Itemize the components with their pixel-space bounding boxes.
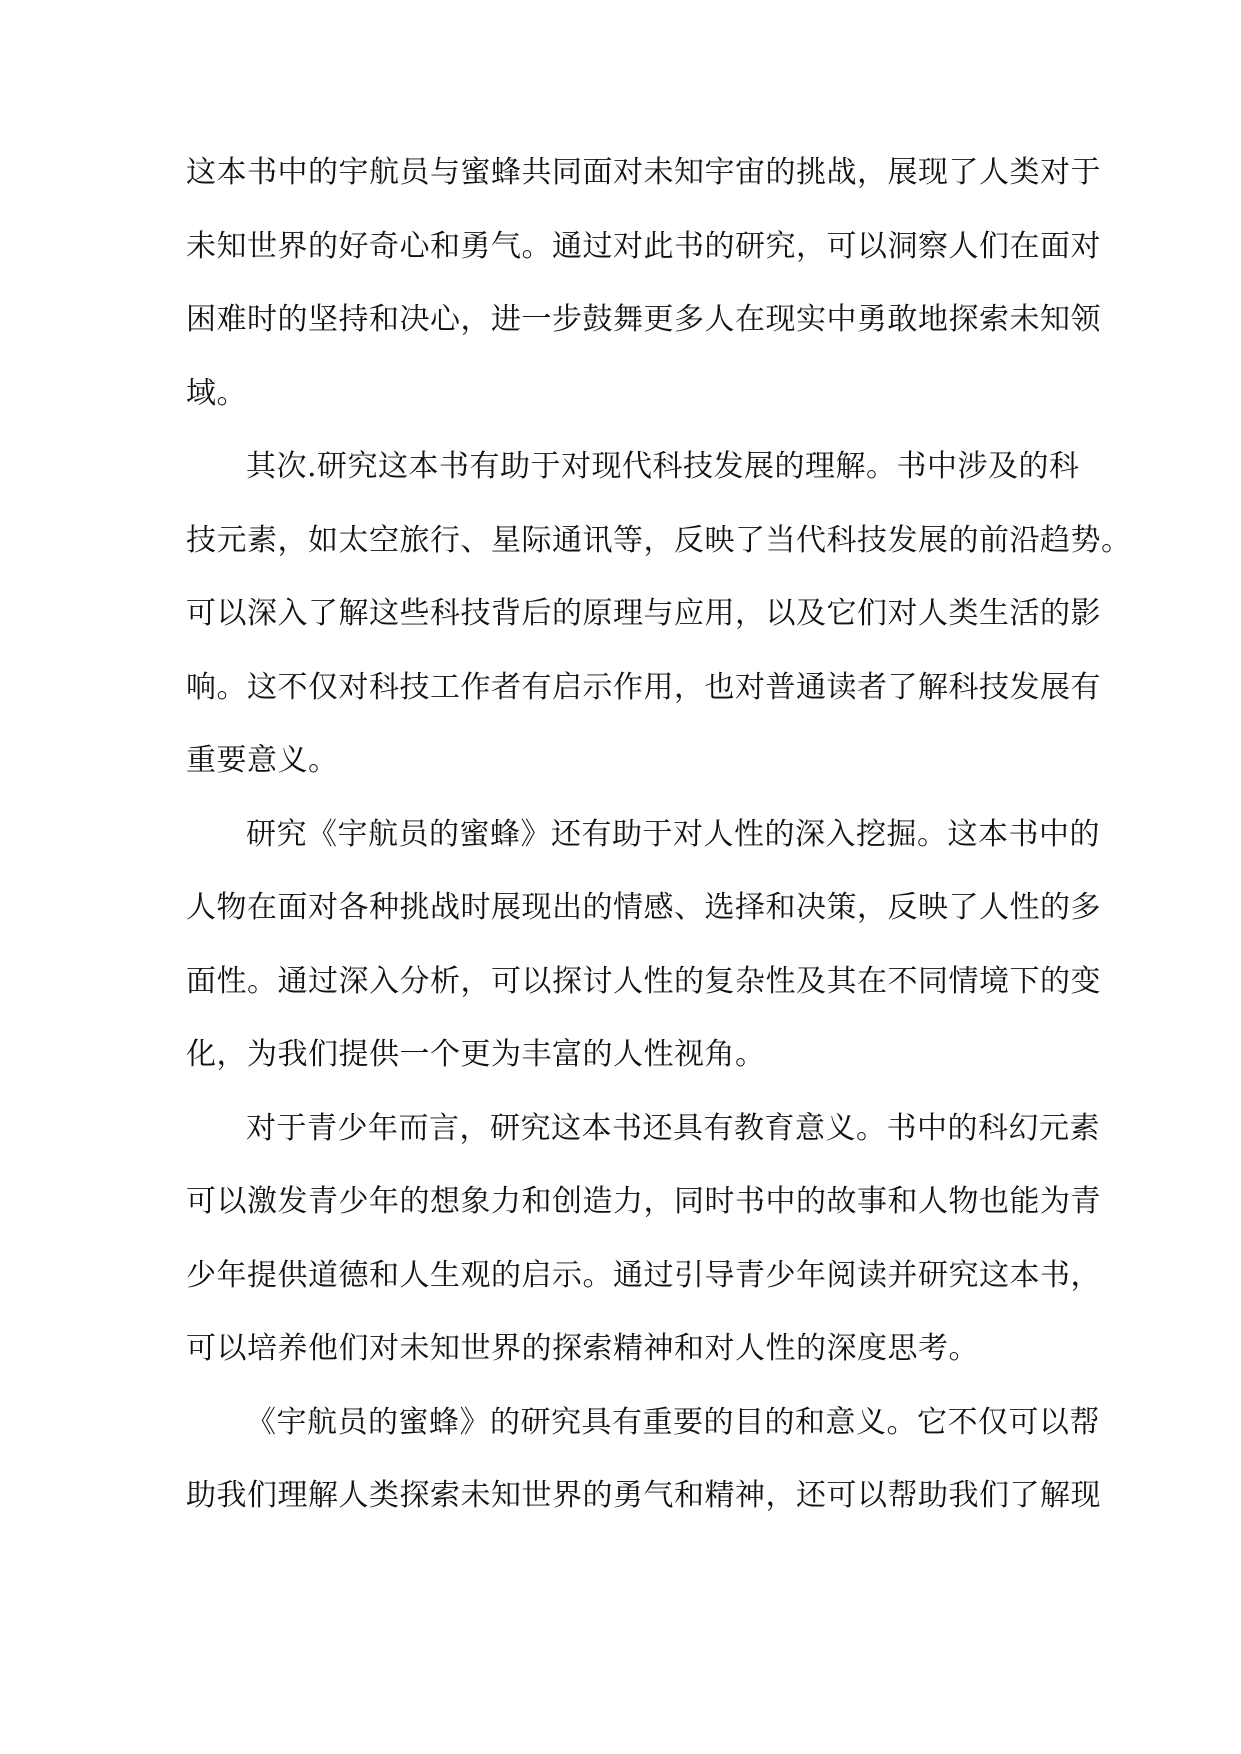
text-line: 化，为我们提供一个更为丰富的人性视角。	[186, 1037, 766, 1072]
text-line: 响。这不仅对科技工作者有启示作用，也对普通读者了解科技发展有	[186, 669, 1101, 705]
text-line: 可以培养他们对未知世界的探索精神和对人性的深度思考。	[186, 1331, 979, 1366]
text-line: 困难时的坚持和决心，进一步鼓舞更多人在现实中勇敢地探索未知领	[186, 302, 1101, 337]
text-line: 面性。通过深入分析，可以探讨人性的复杂性及其在不同情境下的变	[186, 963, 1101, 999]
text-line: 少年提供道德和人生观的启示。通过引导青少年阅读并研究这本书，	[186, 1257, 1101, 1293]
text-line: 人物在面对各种挑战时展现出的情感、选择和决策，反映了人性的多	[186, 890, 1101, 925]
paragraph-first-line: 《宇航员的蜜蜂》的研究具有重要的目的和意义。它不仅可以帮	[246, 1404, 1100, 1440]
text-line: 重要意义。	[186, 743, 339, 778]
text-line: 这本书中的宇航员与蜜蜂共同面对未知宇宙的挑战，展现了人类对于	[186, 155, 1101, 190]
paragraph-first-line: 其次.研究这本书有助于对现代科技发展的理解。书中涉及的科	[246, 449, 1080, 484]
body-text	[186, 136, 1132, 1533]
paragraph-first-line: 对于青少年而言，研究这本书还具有教育意义。书中的科幻元素	[246, 1110, 1100, 1146]
text-line: 技元素，如太空旅行、星际通讯等，反映了当代科技发展的前沿趋势。	[186, 522, 1132, 558]
text-line: 可以激发青少年的想象力和创造力，同时书中的故事和人物也能为青	[186, 1184, 1101, 1219]
text-line: 可以深入了解这些科技背后的原理与应用，以及它们对人类生活的影	[186, 596, 1101, 631]
text-line: 未知世界的好奇心和勇气。通过对此书的研究，可以洞察人们在面对	[186, 228, 1101, 264]
text-line: 域。	[186, 375, 247, 411]
text-line: 助我们理解人类探索未知世界的勇气和精神，还可以帮助我们了解现	[186, 1478, 1101, 1513]
paragraph-first-line: 研究《宇航员的蜜蜂》还有助于对人性的深入挖掘。这本书中的	[246, 816, 1100, 852]
